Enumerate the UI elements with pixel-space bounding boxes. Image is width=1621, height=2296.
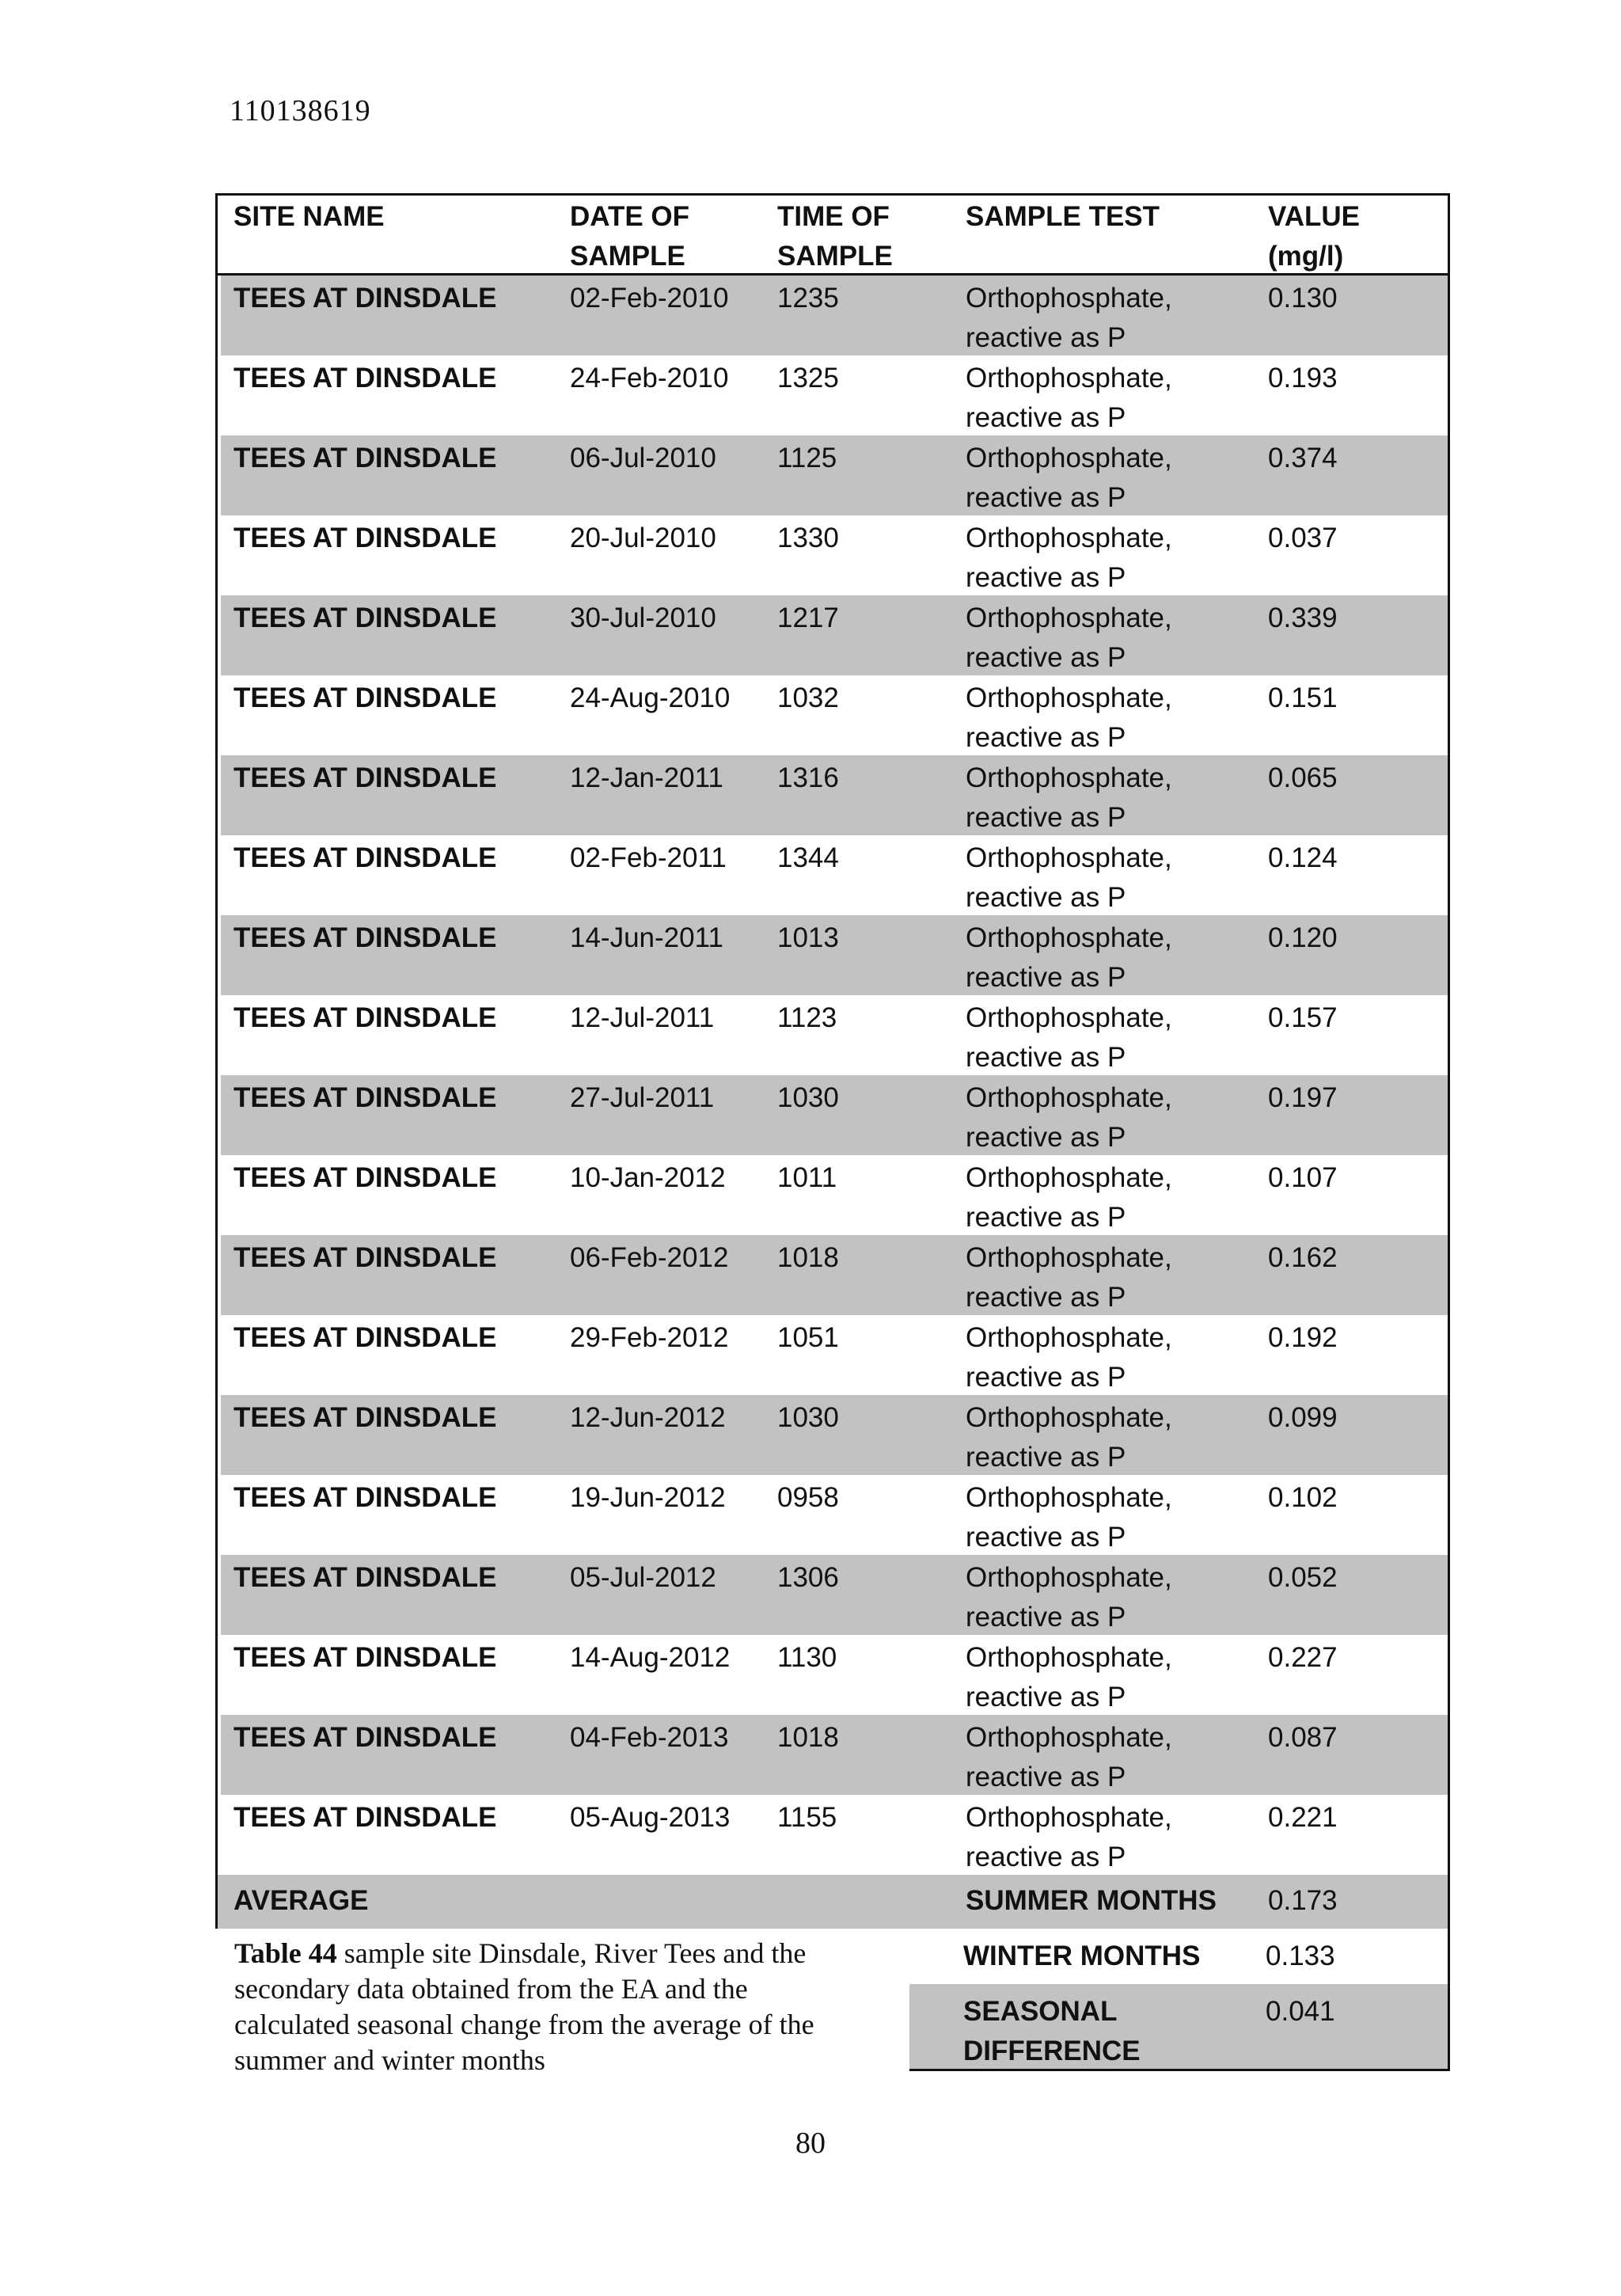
site-name-cell: TEES AT DINSDALE bbox=[233, 1162, 497, 1193]
site-name-cell: TEES AT DINSDALE bbox=[233, 363, 497, 393]
header-site-name: SITE NAME bbox=[233, 201, 385, 232]
winter-months-row bbox=[909, 1929, 1448, 1984]
site-name-cell: TEES AT DINSDALE bbox=[233, 842, 497, 873]
date-cell: 20-Jul-2010 bbox=[570, 523, 716, 553]
summer-months-label: SUMMER MONTHS bbox=[966, 1885, 1217, 1916]
caption-label: Table 44 bbox=[234, 1937, 337, 1969]
table-row bbox=[215, 355, 1450, 435]
table-row bbox=[215, 1555, 1450, 1635]
time-cell: 1013 bbox=[777, 922, 839, 953]
time-cell: 1330 bbox=[777, 523, 839, 553]
seasonal-difference-label: SEASONAL DIFFERENCE bbox=[963, 1996, 1141, 2066]
table-row bbox=[215, 1235, 1450, 1315]
time-cell: 1125 bbox=[777, 443, 837, 473]
time-cell: 1316 bbox=[777, 762, 839, 793]
sample-test-cell: Orthophosphate, reactive as P bbox=[966, 443, 1172, 513]
sample-test-cell: Orthophosphate, reactive as P bbox=[966, 922, 1172, 993]
time-cell: 1344 bbox=[777, 842, 839, 873]
table-row bbox=[215, 1315, 1450, 1395]
value-cell: 0.157 bbox=[1268, 1002, 1338, 1033]
seasonal-difference-row bbox=[909, 1984, 1448, 2069]
time-cell: 0958 bbox=[777, 1482, 839, 1513]
table-row bbox=[215, 675, 1450, 755]
table-row bbox=[215, 995, 1450, 1075]
date-cell: 05-Jul-2012 bbox=[570, 1562, 716, 1593]
site-name-cell: TEES AT DINSDALE bbox=[233, 1562, 497, 1593]
value-cell: 0.192 bbox=[1268, 1322, 1338, 1353]
time-cell: 1155 bbox=[777, 1802, 837, 1833]
time-cell: 1032 bbox=[777, 682, 839, 713]
sample-test-cell: Orthophosphate, reactive as P bbox=[966, 1162, 1172, 1233]
date-cell: 24-Aug-2010 bbox=[570, 682, 731, 713]
winter-months-value: 0.133 bbox=[1266, 1941, 1335, 1971]
caption-text: sample site Dinsdale, River Tees and the secondary data obtained from the EA and the calculated seasonal change from the average of the summer and winter months bbox=[234, 1937, 814, 2076]
table-row bbox=[215, 1715, 1450, 1795]
header-value: VALUE (mg/l) bbox=[1268, 201, 1361, 272]
date-cell: 30-Jul-2010 bbox=[570, 603, 716, 633]
value-cell: 0.339 bbox=[1268, 603, 1338, 633]
value-cell: 0.130 bbox=[1268, 283, 1338, 314]
sample-test-cell: Orthophosphate, reactive as P bbox=[966, 762, 1172, 833]
value-cell: 0.099 bbox=[1268, 1402, 1338, 1433]
site-name-cell: TEES AT DINSDALE bbox=[233, 283, 497, 314]
date-cell: 04-Feb-2013 bbox=[570, 1722, 729, 1753]
phosphate-data-table bbox=[215, 193, 1450, 2071]
sample-test-cell: Orthophosphate, reactive as P bbox=[966, 1802, 1172, 1872]
table-row bbox=[215, 595, 1450, 675]
sample-test-cell: Orthophosphate, reactive as P bbox=[966, 1322, 1172, 1393]
site-name-cell: TEES AT DINSDALE bbox=[233, 1002, 497, 1033]
header-date-of-sample: DATE OF SAMPLE bbox=[570, 201, 690, 272]
header-time-of-sample: TIME OF SAMPLE bbox=[777, 201, 893, 272]
date-cell: 06-Feb-2012 bbox=[570, 1242, 729, 1273]
table-row bbox=[215, 276, 1450, 355]
time-cell: 1217 bbox=[777, 603, 839, 633]
date-cell: 05-Aug-2013 bbox=[570, 1802, 731, 1833]
table-row bbox=[215, 1395, 1450, 1475]
time-cell: 1051 bbox=[777, 1322, 839, 1353]
date-cell: 14-Jun-2011 bbox=[570, 922, 723, 953]
table-row bbox=[215, 755, 1450, 835]
value-cell: 0.107 bbox=[1268, 1162, 1338, 1193]
site-name-cell: TEES AT DINSDALE bbox=[233, 762, 497, 793]
site-name-cell: TEES AT DINSDALE bbox=[233, 922, 497, 953]
value-cell: 0.162 bbox=[1268, 1242, 1338, 1273]
value-cell: 0.065 bbox=[1268, 762, 1338, 793]
site-name-cell: TEES AT DINSDALE bbox=[233, 1322, 497, 1353]
site-name-cell: TEES AT DINSDALE bbox=[233, 443, 497, 473]
value-cell: 0.227 bbox=[1268, 1642, 1338, 1673]
table-row bbox=[215, 435, 1450, 515]
table-row bbox=[215, 1635, 1450, 1715]
site-name-cell: TEES AT DINSDALE bbox=[233, 1722, 497, 1753]
winter-months-label: WINTER MONTHS bbox=[963, 1941, 1201, 1971]
average-row bbox=[215, 1875, 1450, 1929]
date-cell: 12-Jun-2012 bbox=[570, 1402, 726, 1433]
sample-test-cell: Orthophosphate, reactive as P bbox=[966, 1722, 1172, 1792]
table-row bbox=[215, 1795, 1450, 1875]
table-caption bbox=[234, 1936, 867, 2078]
sample-test-cell: Orthophosphate, reactive as P bbox=[966, 682, 1172, 753]
value-cell: 0.151 bbox=[1268, 682, 1338, 713]
average-label: AVERAGE bbox=[233, 1885, 369, 1916]
date-cell: 06-Jul-2010 bbox=[570, 443, 716, 473]
table-row bbox=[215, 915, 1450, 995]
site-name-cell: TEES AT DINSDALE bbox=[233, 1802, 497, 1833]
sample-test-cell: Orthophosphate, reactive as P bbox=[966, 1242, 1172, 1313]
site-name-cell: TEES AT DINSDALE bbox=[233, 603, 497, 633]
site-name-cell: TEES AT DINSDALE bbox=[233, 1082, 497, 1113]
sample-test-cell: Orthophosphate, reactive as P bbox=[966, 1002, 1172, 1073]
date-cell: 10-Jan-2012 bbox=[570, 1162, 726, 1193]
sample-test-cell: Orthophosphate, reactive as P bbox=[966, 1562, 1172, 1633]
time-cell: 1018 bbox=[777, 1242, 839, 1273]
value-cell: 0.102 bbox=[1268, 1482, 1338, 1513]
value-cell: 0.374 bbox=[1268, 443, 1338, 473]
date-cell: 12-Jan-2011 bbox=[570, 762, 723, 793]
date-cell: 27-Jul-2011 bbox=[570, 1082, 715, 1113]
seasonal-summary-box bbox=[909, 1929, 1450, 2071]
time-cell: 1011 bbox=[777, 1162, 837, 1193]
date-cell: 12-Jul-2011 bbox=[570, 1002, 715, 1033]
time-cell: 1030 bbox=[777, 1402, 839, 1433]
value-cell: 0.197 bbox=[1268, 1082, 1338, 1113]
table-header-row bbox=[215, 193, 1450, 276]
sample-test-cell: Orthophosphate, reactive as P bbox=[966, 1642, 1172, 1712]
table-row bbox=[215, 1155, 1450, 1235]
sample-test-cell: Orthophosphate, reactive as P bbox=[966, 523, 1172, 593]
site-name-cell: TEES AT DINSDALE bbox=[233, 1642, 497, 1673]
sample-test-cell: Orthophosphate, reactive as P bbox=[966, 1402, 1172, 1473]
sample-test-cell: Orthophosphate, reactive as P bbox=[966, 1082, 1172, 1153]
date-cell: 24-Feb-2010 bbox=[570, 363, 729, 393]
value-cell: 0.052 bbox=[1268, 1562, 1338, 1593]
date-cell: 14-Aug-2012 bbox=[570, 1642, 731, 1673]
site-name-cell: TEES AT DINSDALE bbox=[233, 682, 497, 713]
site-name-cell: TEES AT DINSDALE bbox=[233, 1482, 497, 1513]
time-cell: 1325 bbox=[777, 363, 839, 393]
date-cell: 02-Feb-2010 bbox=[570, 283, 729, 314]
value-cell: 0.124 bbox=[1268, 842, 1338, 873]
value-cell: 0.037 bbox=[1268, 523, 1338, 553]
page-number: 80 bbox=[795, 2127, 826, 2160]
time-cell: 1123 bbox=[777, 1002, 837, 1033]
table-row bbox=[215, 515, 1450, 595]
summer-months-value: 0.173 bbox=[1268, 1885, 1338, 1916]
document-id: 110138619 bbox=[230, 94, 371, 127]
value-cell: 0.120 bbox=[1268, 922, 1338, 953]
date-cell: 19-Jun-2012 bbox=[570, 1482, 726, 1513]
table-row bbox=[215, 835, 1450, 915]
site-name-cell: TEES AT DINSDALE bbox=[233, 1402, 497, 1433]
table-body bbox=[215, 276, 1450, 1875]
table-row bbox=[215, 1075, 1450, 1155]
sample-test-cell: Orthophosphate, reactive as P bbox=[966, 363, 1172, 433]
sample-test-cell: Orthophosphate, reactive as P bbox=[966, 842, 1172, 913]
site-name-cell: TEES AT DINSDALE bbox=[233, 1242, 497, 1273]
sample-test-cell: Orthophosphate, reactive as P bbox=[966, 1482, 1172, 1553]
site-name-cell: TEES AT DINSDALE bbox=[233, 523, 497, 553]
time-cell: 1018 bbox=[777, 1722, 839, 1753]
time-cell: 1030 bbox=[777, 1082, 839, 1113]
date-cell: 29-Feb-2012 bbox=[570, 1322, 729, 1353]
sample-test-cell: Orthophosphate, reactive as P bbox=[966, 283, 1172, 353]
date-cell: 02-Feb-2011 bbox=[570, 842, 727, 873]
time-cell: 1235 bbox=[777, 283, 839, 314]
header-sample-test: SAMPLE TEST bbox=[966, 201, 1160, 232]
value-cell: 0.087 bbox=[1268, 1722, 1338, 1753]
value-cell: 0.193 bbox=[1268, 363, 1338, 393]
time-cell: 1130 bbox=[777, 1642, 837, 1673]
seasonal-difference-value: 0.041 bbox=[1266, 1996, 1335, 2027]
time-cell: 1306 bbox=[777, 1562, 839, 1593]
value-cell: 0.221 bbox=[1268, 1802, 1338, 1833]
sample-test-cell: Orthophosphate, reactive as P bbox=[966, 603, 1172, 673]
table-row bbox=[215, 1475, 1450, 1555]
